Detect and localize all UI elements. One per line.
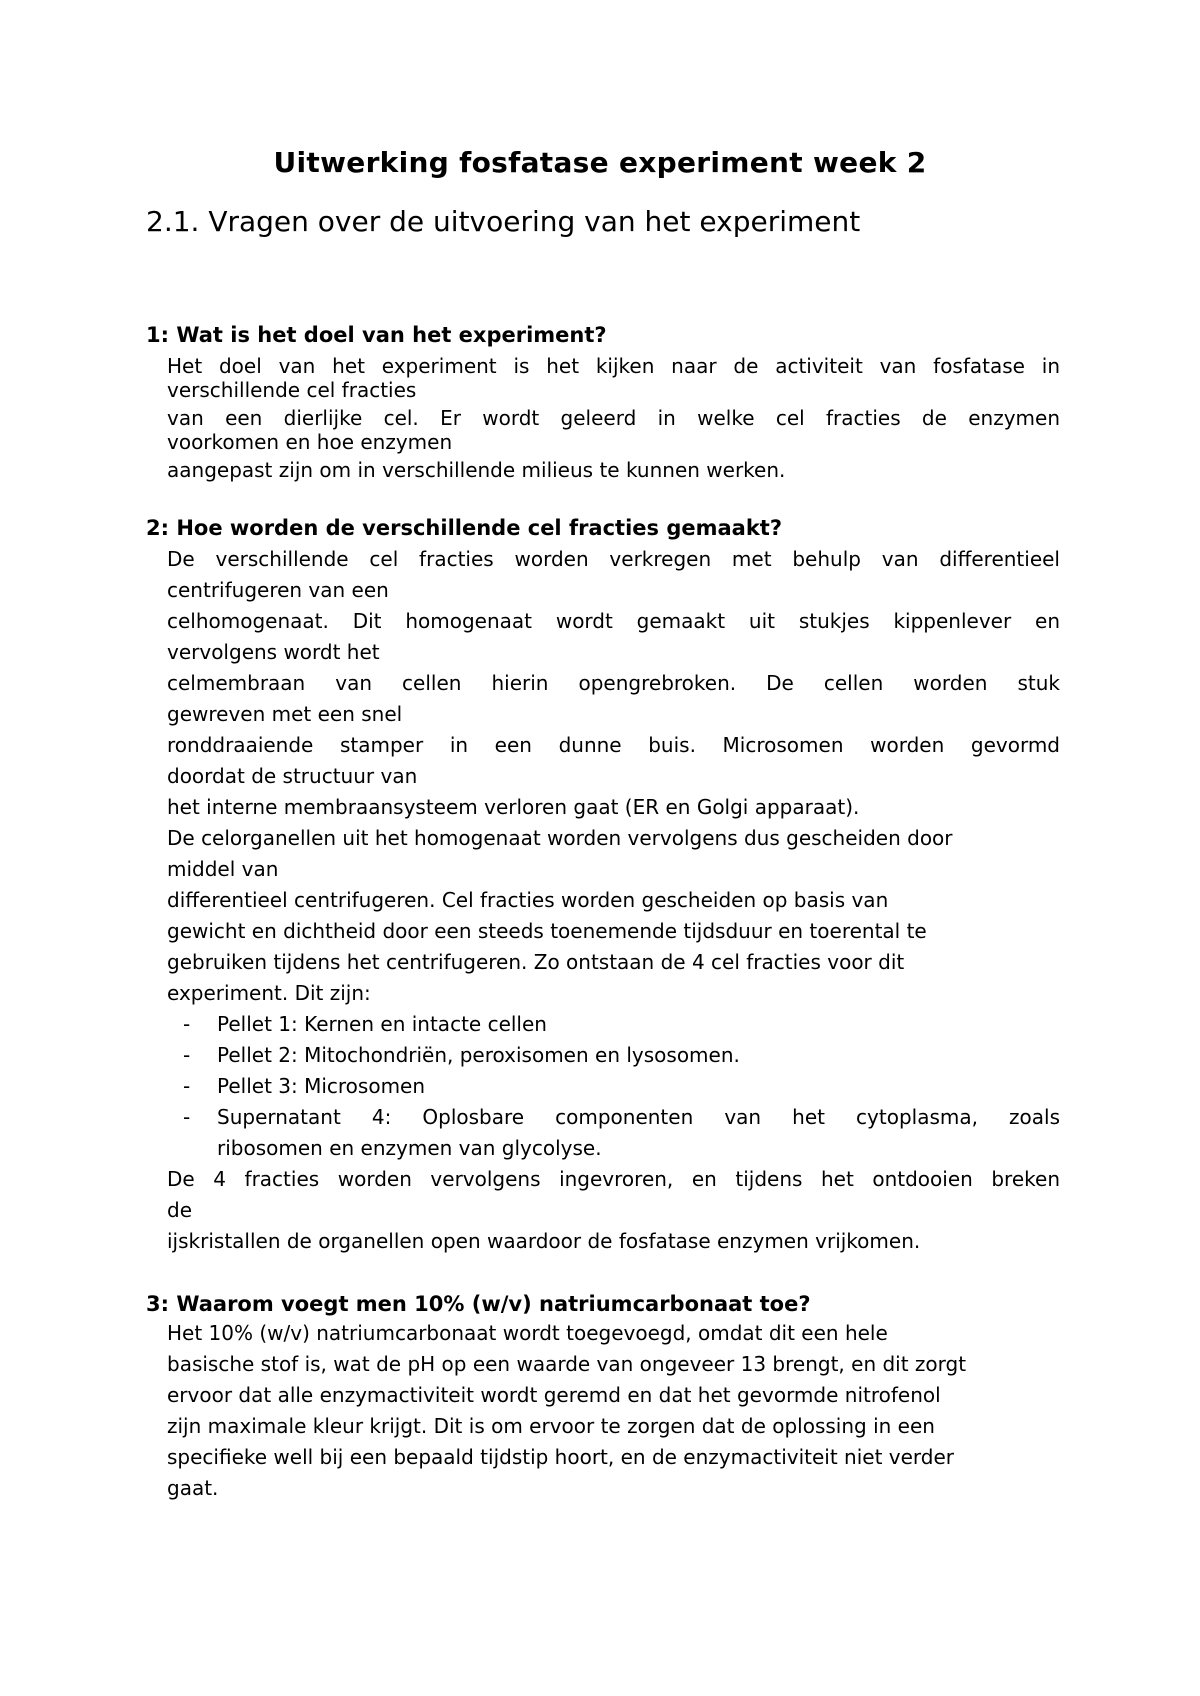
question-2-heading: 2: Hoe worden de verschillende cel fracties gemaakt? [146,516,783,540]
answer-1-line-2: verschillende cel fracties [167,378,417,402]
list-item-continuation [183,1133,1060,1164]
answer-3-line-1: Het 10% (w/v) natriumcarbonaat wordt toegevoegd, omdat dit een hele [167,1321,888,1345]
question-3-heading: 3: Waarom voegt men 10% (w/v) natriumcarbonaat toe? [146,1292,811,1316]
list-item-text: Pellet 3: Microsomen [217,1074,426,1098]
answer-2-line-7: ronddraaiende stamper in een dunne buis. Microsomen worden gevormd [167,733,1060,757]
answer-2-closing-line-1: De 4 fracties worden vervolgens ingevroren, en tijdens het ontdooien breken [167,1167,1060,1191]
answer-3-line-2: basische stof is, wat de pH op een waarde van ongeveer 13 brengt, en dit zorgt [167,1352,967,1376]
answer-2-closing-line-3: ijskristallen de organellen open waardoor de fosfatase enzymen vrijkomen. [167,1229,921,1253]
list-item [183,1102,1060,1133]
document-title: Uitwerking fosfatase experiment week 2 [273,146,927,179]
fraction-list [183,1009,1060,1164]
answer-2-line-8: doordat de structuur van [167,764,418,788]
bullet-dash: - [183,1074,191,1098]
answer-2-closing-line-2: de [167,1198,192,1222]
answer-2-line-6: gewreven met een snel [167,702,403,726]
list-item [183,1071,1060,1102]
answer-3-line-4: zijn maximale kleur krijgt. Dit is om ervoor te zorgen dat de oplossing in een [167,1414,935,1438]
answer-3-line-5: specifieke well bij een bepaald tijdstip hoort, en de enzymactiviteit niet verder [167,1445,955,1469]
answer-3-text [167,1318,1060,1504]
answer-1-line-4: voorkomen en hoe enzymen [167,430,453,454]
list-item-text: ribosomen en enzymen van glycolyse. [217,1136,602,1160]
list-item [183,1040,1060,1071]
answer-3-line-6: gaat. [167,1476,219,1500]
answer-2-line-11: middel van [167,857,279,881]
answer-2-line-1: De verschillende cel fracties worden verkregen met behulp van differentieel [167,547,1060,571]
answer-2-line-5: celmembraan van cellen hierin opengrebroken. De cellen worden stuk [167,671,1060,695]
section-heading: 2.1. Vragen over de uitvoering van het experiment [146,205,861,238]
list-item-text: Pellet 2: Mitochondriën, peroxisomen en lysosomen. [217,1043,740,1067]
answer-2-line-2: centrifugeren van een [167,578,389,602]
answer-1-line-3: van een dierlijke cel. Er wordt geleerd in welke cel fracties de enzymen [167,406,1060,430]
answer-2-line-10: De celorganellen uit het homogenaat worden vervolgens dus gescheiden door [167,826,953,850]
answer-2-closing [167,1164,1060,1257]
question-1-heading: 1: Wat is het doel van het experiment? [146,323,607,347]
answer-2-line-9: het interne membraansysteem verloren gaat (ER en Golgi apparaat). [167,795,860,819]
bullet-dash: - [183,1105,191,1129]
answer-2-text [167,544,1060,1009]
answer-3-line-3: ervoor dat alle enzymactiviteit wordt geremd en dat het gevormde nitrofenol [167,1383,941,1407]
answer-2-line-14: gebruiken tijdens het centrifugeren. Zo ontstaan de 4 cel fracties voor dit [167,950,905,974]
answer-2-line-13: gewicht en dichtheid door een steeds toenemende tijdsduur en toerental te [167,919,927,943]
list-item-text: Supernatant 4: Oplosbare componenten van het cytoplasma, zoals [217,1105,1060,1129]
answer-2-line-4: vervolgens wordt het [167,640,380,664]
bullet-dash: - [183,1012,191,1036]
list-item [183,1009,1060,1040]
answer-1-line-1: Het doel van het experiment is het kijken naar de activiteit van fosfatase in [167,354,1060,378]
answer-2-line-12: differentieel centrifugeren. Cel fracties worden gescheiden op basis van [167,888,889,912]
answer-2-line-3: celhomogenaat. Dit homogenaat wordt gemaakt uit stukjes kippenlever en [167,609,1060,633]
answer-1-line-5: aangepast zijn om in verschillende milieus te kunnen werken. [167,458,786,482]
answer-2-line-15: experiment. Dit zijn: [167,981,371,1005]
bullet-dash: - [183,1043,191,1067]
list-item-text: Pellet 1: Kernen en intacte cellen [217,1012,547,1036]
